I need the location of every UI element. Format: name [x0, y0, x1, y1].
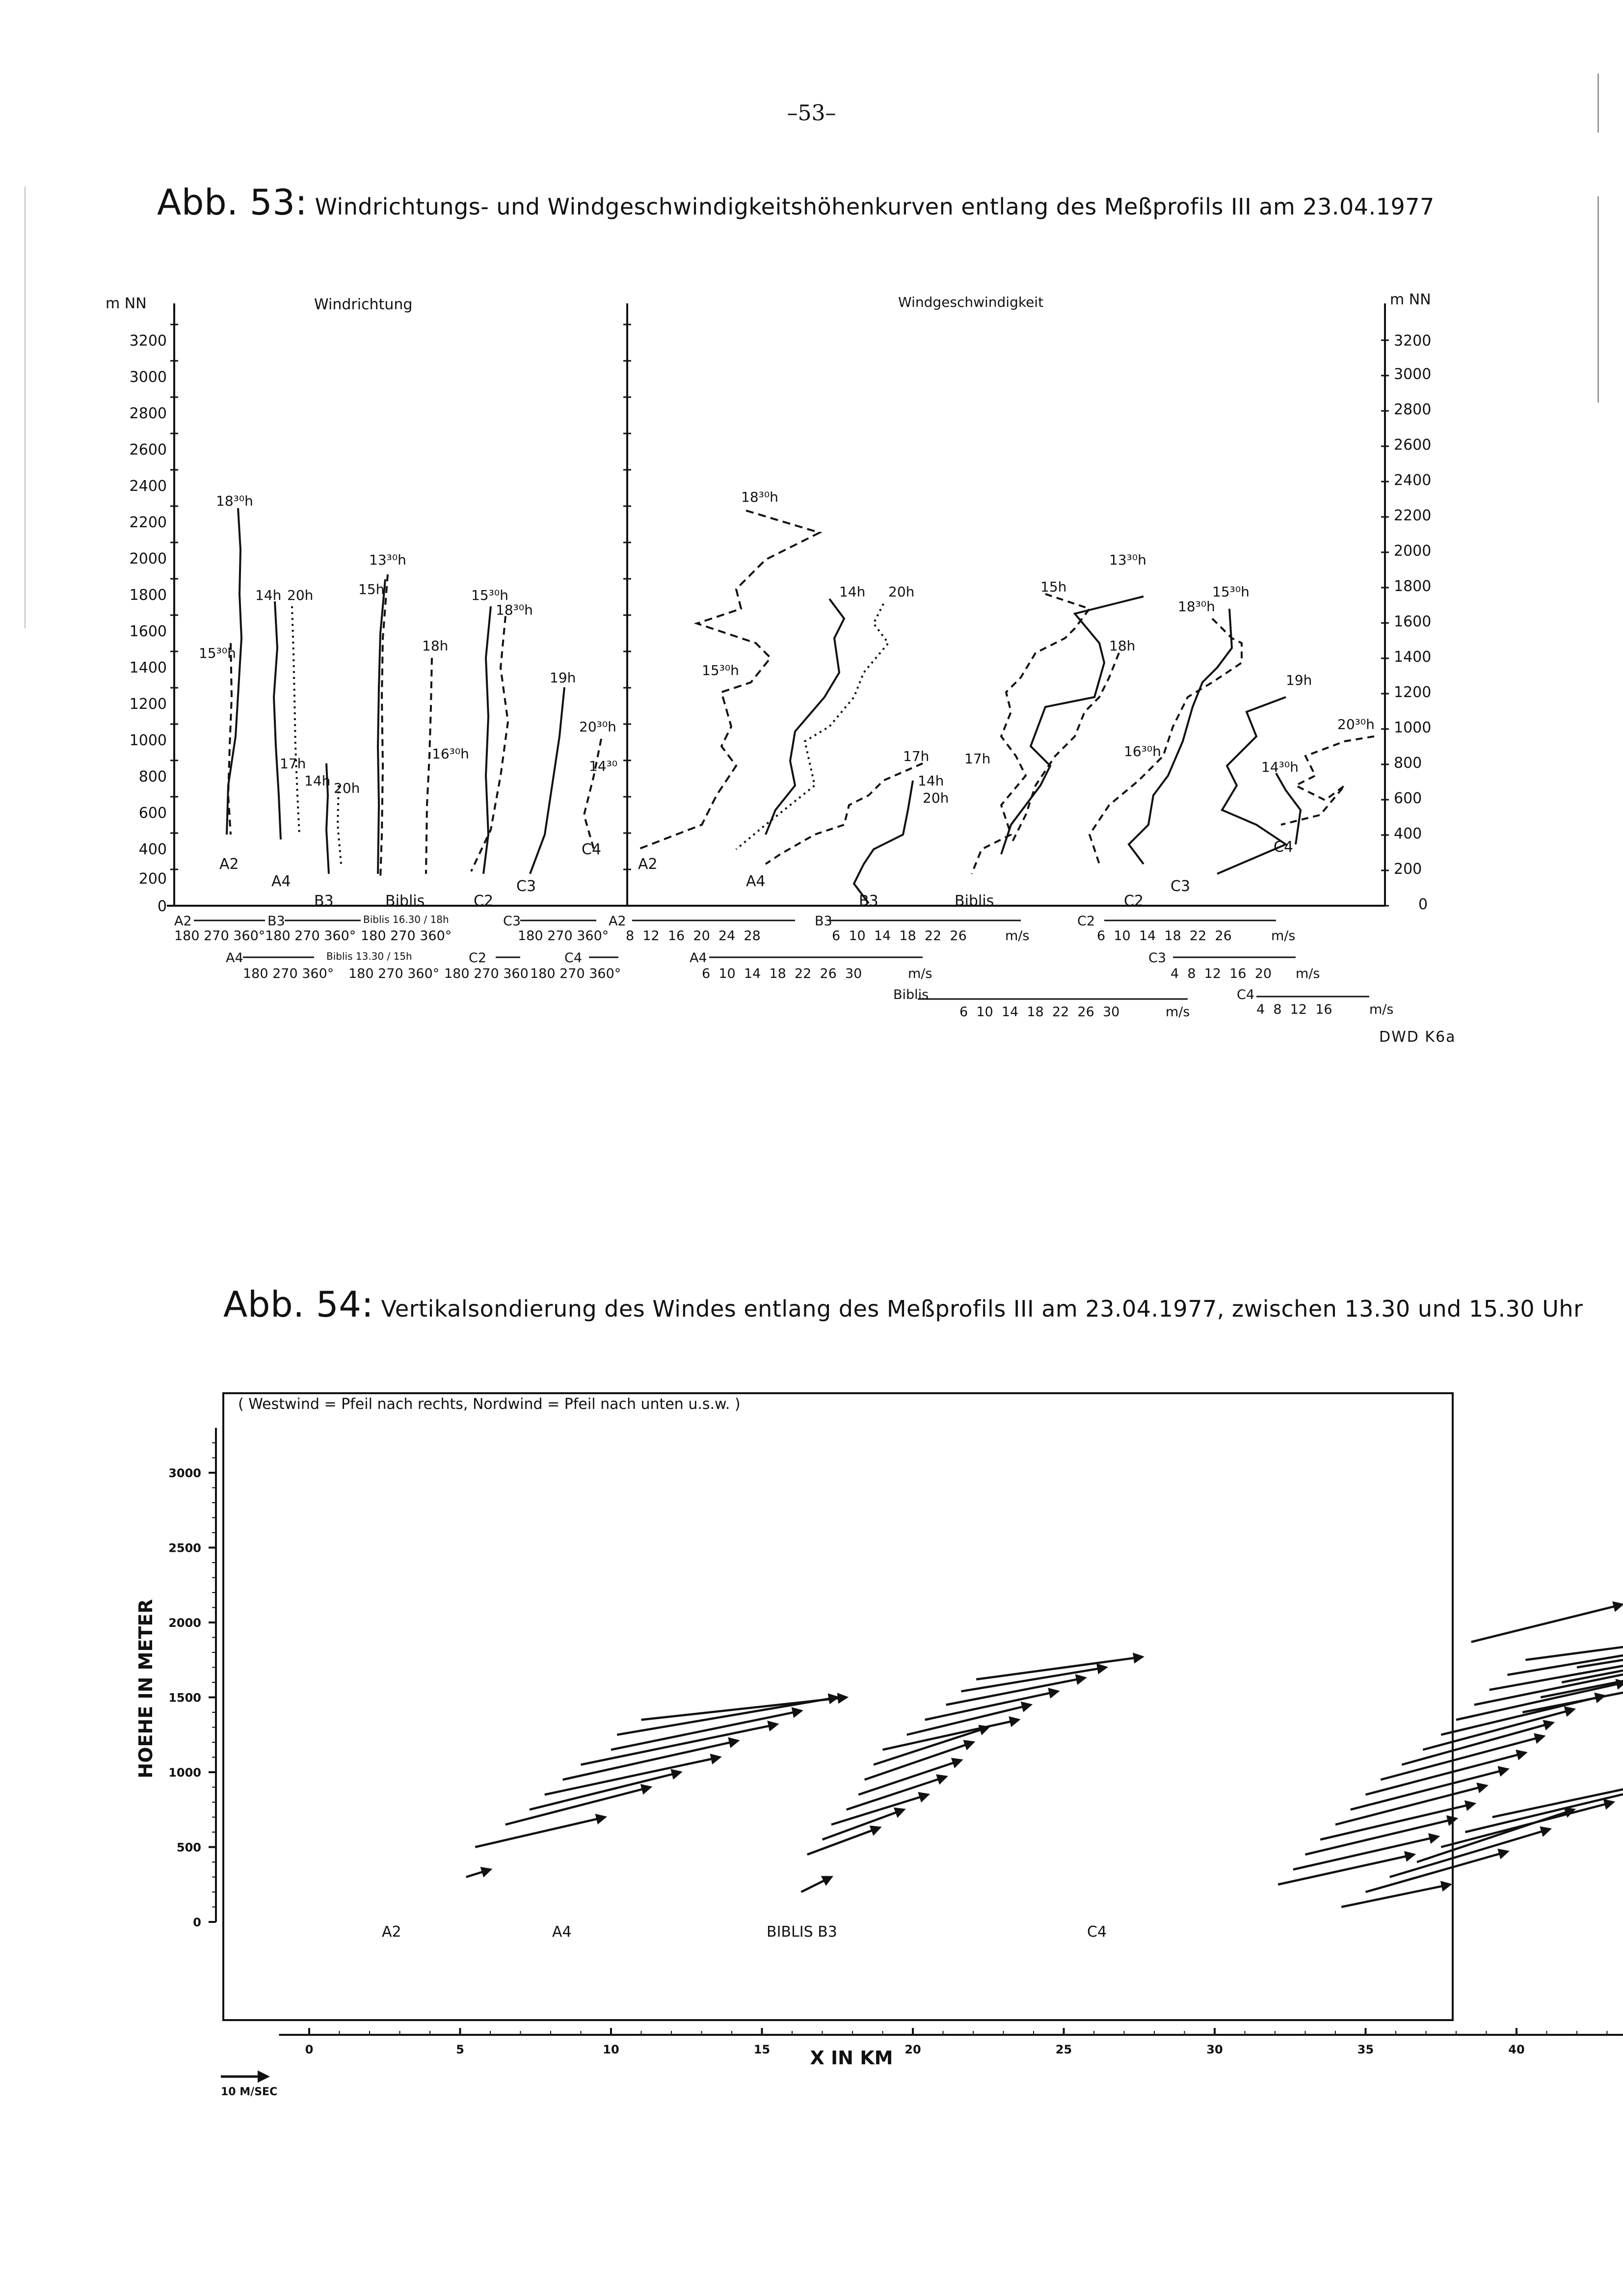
wind-vector-arrow [1471, 1604, 1623, 1642]
wind-vector-arrow [1465, 1790, 1623, 1832]
direction-station-label: C4 [582, 841, 602, 858]
wind-vector-arrow [530, 1772, 681, 1810]
right-tick-label: 2200 [1394, 507, 1432, 524]
left-tick-label: 1200 [129, 696, 167, 713]
left-tick-label: 3200 [129, 332, 167, 350]
x-tick-label: 25 [1055, 2043, 1072, 2056]
direction-curve-label: 13³⁰h [369, 552, 406, 568]
speed-curve-label: 19h [1286, 672, 1312, 688]
spd-scale-unit: m/s [1166, 1004, 1190, 1020]
right-tick-label: 1600 [1394, 613, 1432, 630]
spd-scale-name: C4 [1237, 987, 1255, 1002]
dir-scale-ticks: 180 270 360° [361, 928, 452, 944]
speed-curve-b3-17h [766, 763, 923, 864]
y-tick-label: 2000 [168, 1616, 201, 1630]
left-tick-label: 2200 [129, 514, 167, 531]
speed-curve-label: 15h [1040, 579, 1067, 595]
direction-curve-label: 20h [287, 587, 314, 603]
right-tick-label: 1400 [1394, 648, 1432, 666]
speed-curve-a2-1830 [638, 511, 820, 849]
left-unit-label: m NN [106, 295, 147, 312]
station-label-biblis-b3: BIBLIS B3 [767, 1923, 837, 1941]
direction-curve-c2-1530 [483, 606, 491, 874]
dir-scale-ticks: 180 270 360° [518, 928, 609, 944]
wind-vector-arrow [1402, 1723, 1553, 1764]
speed-curve-label: 18h [1109, 638, 1136, 654]
speed-curve-label: 20h [888, 584, 915, 600]
direction-curve-c4-2030 [584, 739, 601, 849]
station-label-a2: A2 [382, 1923, 401, 1941]
figure-53-caption [157, 182, 1435, 223]
right-tick-label: 800 [1394, 755, 1422, 772]
left-tick-label: 600 [138, 805, 167, 822]
speed-curve-label: 16³⁰h [1124, 743, 1161, 759]
left-tick-label: 1400 [129, 659, 167, 676]
right-tick-label: 400 [1394, 825, 1422, 842]
speed-curve-a4-20h [736, 604, 888, 849]
dir-scale-name: Biblis 16.30 / 18h [363, 914, 449, 925]
figure-54-caption [223, 1284, 1583, 1325]
spd-scale-ticks: 6 10 14 18 22 26 30 [959, 1004, 1120, 1020]
wind-vector-arrow [466, 1869, 490, 1877]
direction-curve-label: 15h [358, 581, 385, 597]
dir-scale-name: C3 [503, 914, 521, 929]
speed-curve-label: 18³⁰h [741, 489, 778, 505]
y-tick-label: 1000 [168, 1766, 201, 1780]
right-tick-label: 1200 [1394, 684, 1432, 701]
direction-curve-biblis-18h [426, 658, 432, 874]
figure-54-vector-chart [0, 1365, 1623, 2101]
right-tick-label: 3000 [1394, 366, 1432, 383]
spd-scale-name: C2 [1077, 914, 1095, 929]
speed-curve-label: 20³⁰h [1337, 716, 1375, 732]
wind-vector-arrow [506, 1787, 650, 1825]
speed-station-label: Biblis [955, 892, 994, 910]
direction-curve-label: 15³⁰h [199, 645, 236, 661]
direction-station-label: Biblis [385, 892, 425, 910]
direction-curve-label: 14³⁰ [589, 758, 618, 774]
direction-station-label: C3 [516, 878, 536, 895]
right-tick-label: 1000 [1394, 719, 1432, 736]
wind-vector-arrow [563, 1741, 738, 1780]
wind-vector-arrow [581, 1724, 777, 1764]
right-tick-label: 600 [1394, 790, 1422, 807]
spd-scale-name: Biblis [893, 987, 929, 1002]
legend-note: ( Westwind = Pfeil nach rechts, Nordwind = Pfeil nach unten u.s.w. ) [238, 1396, 741, 1413]
speed-curve-c2-1830 [1090, 619, 1242, 864]
speed-station-label: C3 [1171, 878, 1191, 895]
spd-scale-name: A2 [609, 914, 626, 929]
right-tick-label: 2000 [1394, 542, 1432, 560]
figure-53-title: Windrichtungs- und Windgeschwindigkeitshöhenkurven entlang des Meßprofils III am 23.04.1977 [315, 193, 1435, 220]
station-label-a4: A4 [552, 1923, 572, 1941]
wind-vector-arrow [545, 1757, 720, 1795]
y-axis-title: HOEHE IN METER [135, 1599, 157, 1779]
wind-vector-arrow [1366, 1753, 1526, 1794]
wind-vector-arrow [874, 1728, 988, 1765]
speed-curve-a4-14h [766, 599, 844, 835]
direction-curve-a4-20h [292, 606, 299, 835]
direction-curve-label: 14h [304, 773, 331, 789]
left-tick-label: 0 [157, 898, 167, 915]
plot-frame [223, 1393, 1453, 2020]
direction-curve-label: 18³⁰h [216, 493, 253, 509]
dir-scale-name: B3 [267, 914, 285, 929]
right-tick-label: 1800 [1394, 578, 1432, 595]
spd-scale-unit: m/s [1369, 1002, 1394, 1017]
spd-scale-name: A4 [690, 950, 707, 966]
direction-curve-label: 20³⁰h [579, 719, 616, 735]
left-tick-label: 200 [138, 870, 167, 888]
wind-vector-arrow [1341, 1885, 1450, 1907]
spd-scale-ticks: 6 10 14 18 22 26 30 [702, 966, 862, 981]
figure-54-label: Abb. 54: [223, 1284, 374, 1325]
direction-station-label: A4 [271, 873, 291, 890]
dir-scale-name: A4 [226, 950, 243, 966]
dir-scale-ticks: 180 270 360° [530, 966, 621, 981]
x-tick-label: 40 [1508, 2043, 1525, 2056]
station-label-c4: C4 [1087, 1923, 1107, 1941]
speed-curve-b3-14h [854, 781, 913, 903]
left-tick-label: 400 [138, 841, 167, 858]
left-tick-label: 1800 [129, 587, 167, 604]
x-axis-title: X IN KM [810, 2047, 893, 2069]
dir-scale-ticks: 180 270 360° [265, 928, 356, 944]
direction-curve-c2-1830 [471, 616, 508, 871]
speed-curve-label: 20h [923, 790, 949, 806]
wind-vector-arrow [1423, 1709, 1574, 1750]
speed-station-label: C2 [1124, 892, 1144, 910]
wind-vector-arrow [641, 1698, 847, 1720]
direction-curve-label: 15³⁰h [471, 587, 508, 603]
spd-scale-unit: m/s [1271, 928, 1296, 944]
page-number: –53– [787, 101, 836, 126]
dir-scale-name: A2 [174, 914, 192, 929]
speed-curve-label: 14h [839, 584, 866, 600]
speed-curve-label: 15³⁰h [702, 662, 739, 678]
wind-vector-arrow [1366, 1852, 1508, 1892]
y-tick-label: 500 [176, 1840, 201, 1855]
direction-curve-label: 17h [280, 756, 306, 772]
wind-vector-arrow [1525, 1636, 1623, 1660]
x-tick-label: 10 [603, 2043, 619, 2056]
spd-scale-ticks: 6 10 14 18 22 26 [832, 928, 967, 944]
spd-scale-unit: m/s [1296, 966, 1320, 981]
wind-vector-arrow [1381, 1736, 1543, 1780]
direction-curve-label: 14h [255, 587, 282, 603]
speed-curve-c4-1430 [1276, 773, 1301, 844]
direction-curve-b3-20h [338, 785, 341, 864]
wind-vector-arrow [1390, 1829, 1550, 1877]
figure-53-profile-chart [0, 275, 1623, 1051]
dir-scale-name: C4 [564, 950, 583, 966]
speed-curve-label: 14h [918, 773, 944, 789]
x-tick-label: 20 [905, 2043, 921, 2056]
left-tick-label: 800 [138, 768, 167, 785]
figure-54-title: Vertikalsondierung des Windes entlang des Meßprofils III am 23.04.1977, zwischen 13.30 und 15.30 Uhr [381, 1296, 1583, 1322]
x-tick-label: 0 [305, 2043, 314, 2056]
right-tick-label: 2400 [1394, 472, 1432, 489]
dir-scale-ticks: 180 270 360 [444, 966, 529, 981]
x-tick-label: 35 [1357, 2043, 1374, 2056]
direction-curve-label: 19h [550, 670, 576, 686]
speed-curve-c4-2030 [1281, 736, 1374, 825]
speed-station-label: C4 [1274, 838, 1294, 856]
dir-scale-ticks: 180 270 360° [243, 966, 334, 981]
right-tick-label: 2600 [1394, 436, 1432, 454]
speed-station-label: A2 [638, 856, 658, 873]
right-unit-label: m NN [1390, 291, 1431, 308]
wind-vector-arrow [1577, 1622, 1623, 1668]
direction-station-label: C2 [474, 892, 494, 910]
dir-scale-name: C2 [469, 950, 487, 966]
dir-scale-name: Biblis 13.30 / 15h [326, 950, 412, 962]
figure-53-label: Abb. 53: [157, 182, 308, 223]
spd-scale-ticks: 4 8 12 16 20 [1171, 966, 1272, 981]
x-tick-label: 30 [1206, 2043, 1223, 2056]
speed-curve-label: 17h [903, 748, 930, 764]
right-tick-label: 200 [1394, 861, 1422, 878]
speed-curve-label: 13³⁰h [1109, 552, 1146, 568]
vector-series-a2 [466, 1698, 847, 1877]
y-tick-label: 2500 [168, 1541, 201, 1555]
left-tick-label: 1000 [129, 732, 167, 749]
direction-curve-label: 18h [422, 638, 449, 654]
speed-curve-label: 18³⁰h [1178, 598, 1215, 615]
wind-vector-arrow [1351, 1769, 1508, 1810]
speed-curve-biblis-15h [972, 594, 1090, 874]
speed-panel-title: Windgeschwindigkeit [898, 294, 1044, 310]
right-tick-label: 0 [1418, 896, 1428, 913]
spd-scale-name: B3 [815, 914, 832, 929]
dir-scale-ticks: 180 270 360° [174, 928, 266, 944]
direction-curve-c3-19h [530, 687, 564, 874]
spd-scale-unit: m/s [908, 966, 932, 981]
left-tick-label: 2600 [129, 441, 167, 459]
spd-scale-ticks: 6 10 14 18 22 26 [1097, 928, 1232, 944]
left-tick-label: 1600 [129, 623, 167, 640]
direction-curve-label: 20h [334, 780, 360, 796]
spd-scale-ticks: 8 12 16 20 24 28 [626, 928, 761, 944]
dir-scale-ticks: 180 270 360° [348, 966, 440, 981]
speed-curve-biblis-1330 [1001, 596, 1144, 854]
wind-vector-arrow [1456, 1682, 1623, 1720]
wind-vector-arrow [801, 1877, 831, 1892]
wind-vector-arrow [475, 1817, 605, 1847]
vector-series-biblis-b3 [1278, 1604, 1623, 1907]
y-tick-label: 0 [193, 1916, 201, 1929]
speed-curve-c2-1530 [1129, 609, 1232, 864]
direction-curve-label: 18³⁰h [496, 602, 533, 618]
speed-station-label: B3 [859, 892, 878, 910]
direction-curve-label: 16³⁰h [432, 746, 469, 762]
direction-station-label: B3 [314, 892, 334, 910]
speed-curve-label: 14³⁰h [1261, 759, 1299, 775]
right-tick-label: 3200 [1394, 332, 1432, 350]
x-tick-label: 15 [753, 2043, 771, 2056]
y-tick-label: 1500 [168, 1691, 201, 1705]
right-tick-label: 2800 [1394, 401, 1432, 418]
direction-curve-a2-1530 [228, 643, 232, 835]
scale-arrow-label: 10 M/SEC [221, 2086, 278, 2098]
y-tick-label: 3000 [168, 1466, 201, 1480]
speed-curve-label: 17h [964, 751, 991, 767]
left-tick-label: 2000 [129, 550, 167, 567]
left-tick-label: 2400 [129, 478, 167, 495]
x-tick-label: 5 [456, 2043, 464, 2056]
left-tick-label: 3000 [129, 369, 167, 386]
left-tick-label: 2800 [129, 405, 167, 422]
direction-curve-a4-14h [274, 601, 281, 839]
source-note: DWD K6a [1379, 1028, 1456, 1046]
spd-scale-ticks: 4 8 12 16 [1256, 1002, 1332, 1017]
wind-vector-arrow [1278, 1855, 1414, 1885]
vector-series-a4 [801, 1657, 1142, 1892]
spd-scale-name: C3 [1148, 950, 1167, 966]
direction-panel-title: Windrichtung [314, 296, 413, 313]
spd-scale-unit: m/s [1005, 928, 1030, 944]
direction-station-label: A2 [219, 856, 239, 873]
speed-curve-label: 15³⁰h [1212, 584, 1250, 600]
speed-station-label: A4 [746, 873, 766, 890]
